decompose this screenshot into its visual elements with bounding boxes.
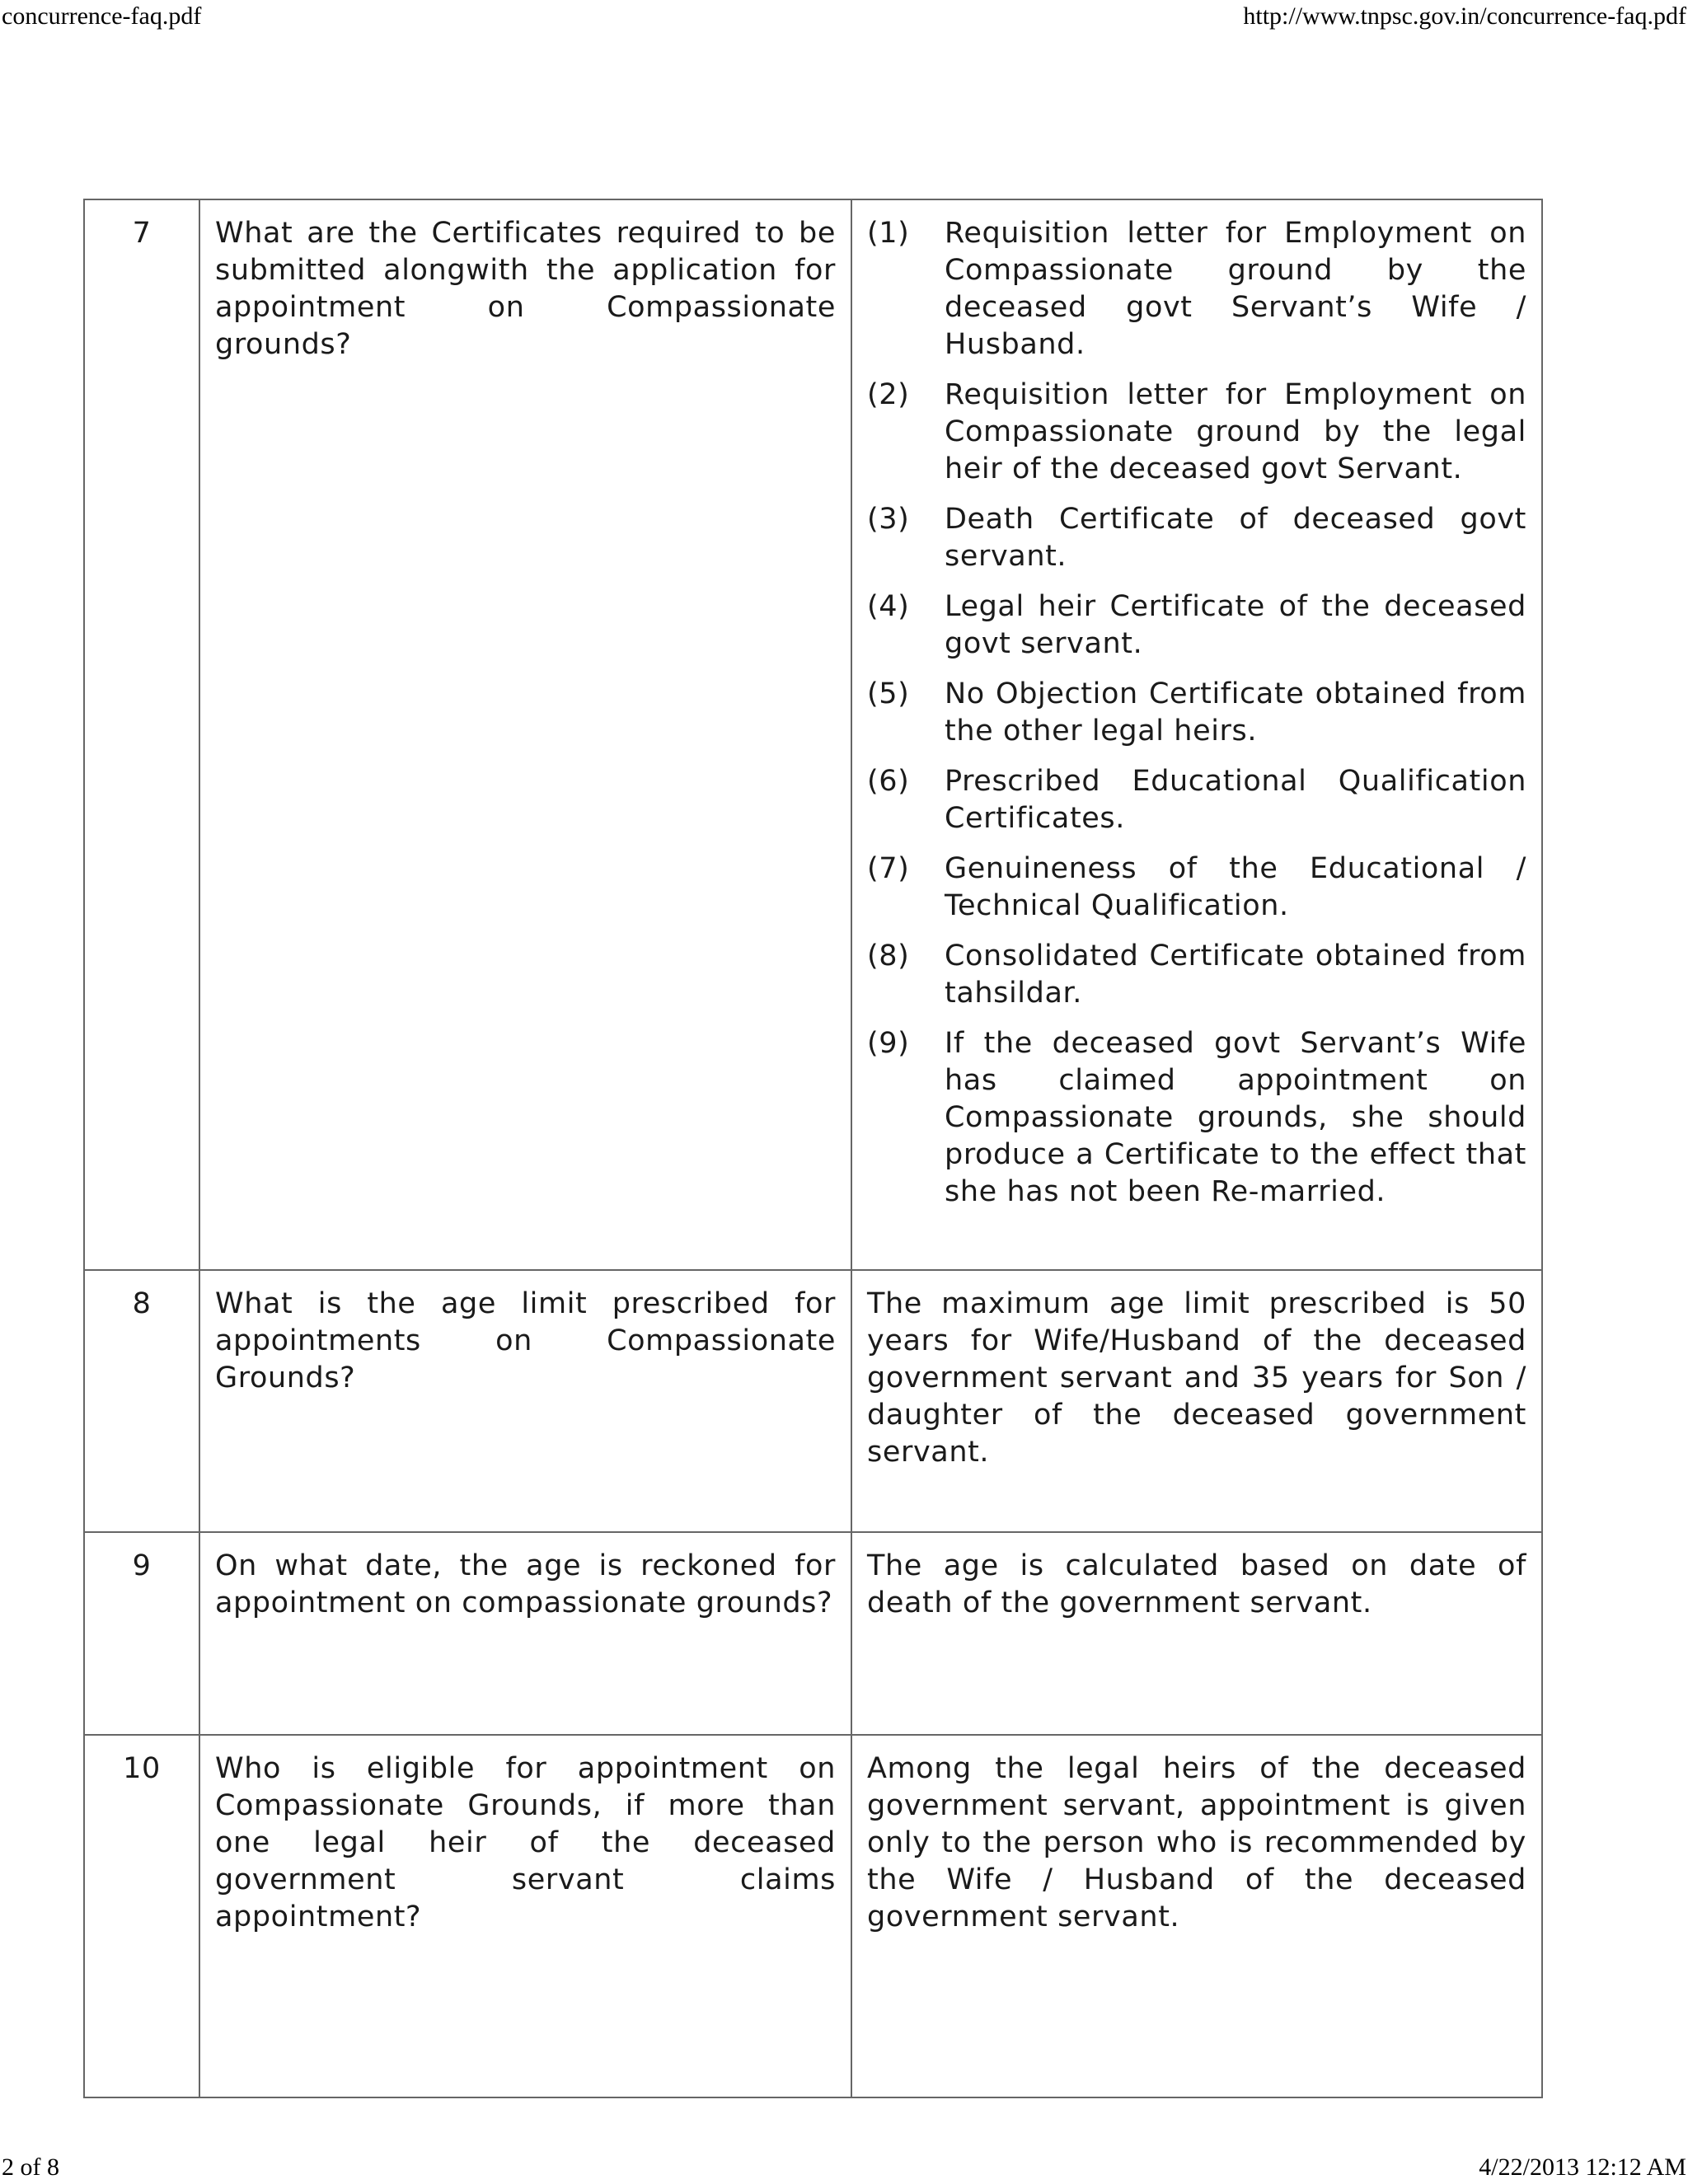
row-number: 10 (84, 1735, 199, 2097)
row-number: 9 (84, 1532, 199, 1735)
list-text: Death Certificate of deceased govt servant. (945, 503, 1526, 573)
list-text: Genuineness of the Educational / Technical Qualification. (945, 852, 1526, 922)
list-marker: (9) (867, 1027, 910, 1060)
list-marker: (6) (867, 765, 910, 798)
answer-text: Among the legal heirs of the deceased government servant, appointment is given only to the person who is recommended by the Wife / Husband of the deceased government servant. (851, 1735, 1542, 2097)
print-footer-page: 2 of 8 (2, 2154, 59, 2181)
certificate-list (867, 215, 1526, 1211)
question-text: What are the Certificates required to be submitted alongwith the application for appointment on Compassionate grounds? (199, 199, 851, 1270)
list-marker: (2) (867, 378, 910, 411)
table-row (84, 1735, 1542, 2097)
row-number: 8 (84, 1270, 199, 1532)
list-text: If the deceased govt Servant’s Wife has claimed appointment on Compassionate grounds, she should produce a Certificate to the effect that she has not been Re-married. (945, 1027, 1526, 1208)
question-text: On what date, the age is reckoned for appointment on compassionate grounds? (199, 1532, 851, 1735)
list-marker: (3) (867, 503, 910, 536)
list-item (867, 938, 1526, 1012)
list-text: Requisition letter for Employment on Compassionate ground by the deceased govt Servant’s Wife / Husband. (945, 217, 1526, 361)
list-item (867, 377, 1526, 488)
list-text: No Objection Certificate obtained from the other legal heirs. (945, 677, 1526, 748)
list-item (867, 851, 1526, 925)
list-marker: (5) (867, 677, 910, 710)
list-marker: (1) (867, 217, 910, 250)
list-item (867, 1025, 1526, 1211)
answer-cell (851, 199, 1542, 1270)
answer-text: The age is calculated based on date of death of the government servant. (851, 1532, 1542, 1735)
print-header-filename: concurrence-faq.pdf (2, 2, 202, 30)
list-text: Prescribed Educational Qualification Certificates. (945, 765, 1526, 835)
list-text: Legal heir Certificate of the deceased govt servant. (945, 590, 1526, 660)
list-item (867, 763, 1526, 837)
list-marker: (8) (867, 940, 910, 972)
answer-text: The maximum age limit prescribed is 50 years for Wife/Husband of the deceased government servant and 35 years for Son / daughter of the deceased government servant. (851, 1270, 1542, 1532)
list-item (867, 501, 1526, 575)
list-item (867, 588, 1526, 663)
table-row (84, 199, 1542, 1270)
question-text: What is the age limit prescribed for appointments on Compassionate Grounds? (199, 1270, 851, 1532)
list-marker: (4) (867, 590, 910, 623)
list-item (867, 215, 1526, 363)
print-header-url: http://www.tnpsc.gov.in/concurrence-faq.pdf (1243, 2, 1686, 30)
list-item (867, 676, 1526, 750)
list-text: Consolidated Certificate obtained from tahsildar. (945, 940, 1526, 1010)
row-number: 7 (84, 199, 199, 1270)
table-row (84, 1270, 1542, 1532)
list-text: Requisition letter for Employment on Compassionate ground by the legal heir of the deceased govt Servant. (945, 378, 1526, 485)
faq-table (83, 199, 1543, 2098)
table-row (84, 1532, 1542, 1735)
question-text: Who is eligible for appointment on Compassionate Grounds, if more than one legal heir of the deceased government servant claims appointment? (199, 1735, 851, 2097)
print-footer-timestamp: 4/22/2013 12:12 AM (1479, 2154, 1686, 2181)
list-marker: (7) (867, 852, 910, 885)
